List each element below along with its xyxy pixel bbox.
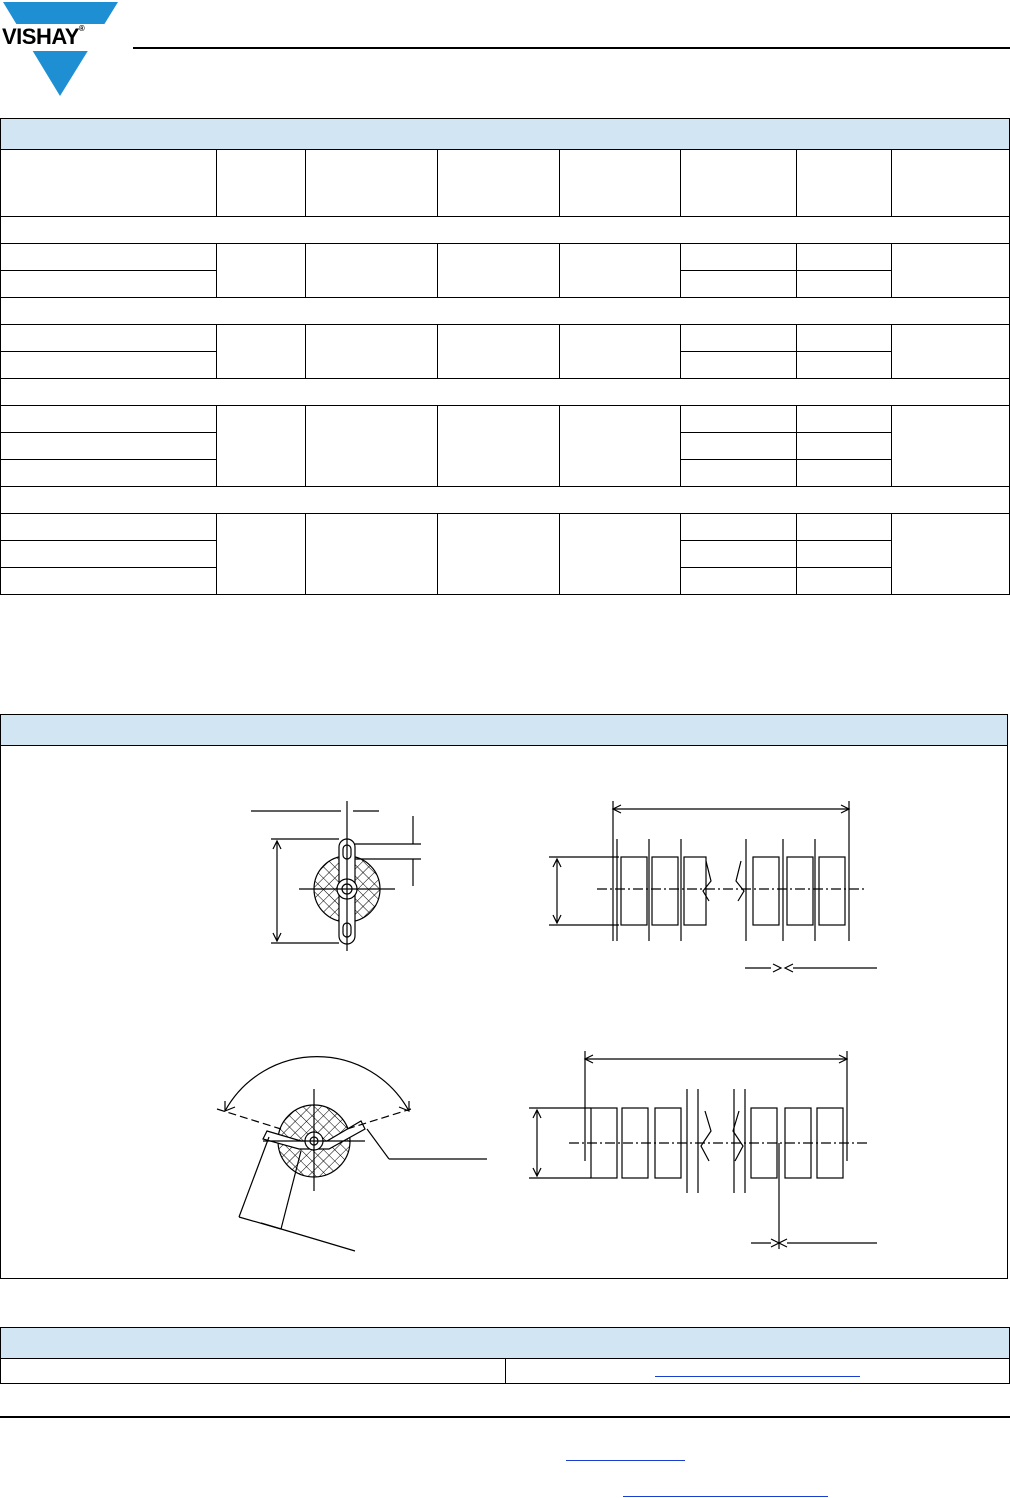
table-cell	[1, 514, 217, 541]
table-cell	[1, 1359, 506, 1384]
table-cell	[797, 271, 892, 298]
table-cell	[797, 514, 892, 541]
table-cell	[506, 1359, 1010, 1384]
dimension-drawings	[1, 746, 1007, 1278]
table-cell	[797, 244, 892, 271]
table-cell	[681, 568, 797, 595]
table-row	[1, 1359, 1010, 1384]
table-cell	[560, 244, 681, 298]
disc-end-view-radial-leads-icon	[251, 801, 421, 951]
disc-stack-side-view-angled-icon	[529, 1051, 877, 1249]
group-header-cell	[1, 298, 1010, 325]
table-cell	[797, 433, 892, 460]
table-cell	[797, 460, 892, 487]
table-cell	[797, 325, 892, 352]
table-cell	[892, 325, 1010, 379]
table-cell	[306, 325, 438, 379]
related-document-link[interactable]	[655, 1376, 860, 1377]
table-cell	[681, 541, 797, 568]
column-header-cell	[797, 150, 892, 217]
group-header-row	[1, 487, 1010, 514]
table-cell	[797, 568, 892, 595]
table-cell	[560, 514, 681, 595]
table-cell	[681, 325, 797, 352]
dimensions-panel	[0, 714, 1008, 1279]
table-cell	[306, 514, 438, 595]
table-row	[1, 514, 1010, 541]
header-rule	[133, 47, 1010, 49]
footer-rule	[0, 1416, 1010, 1418]
table-title-row	[1, 1328, 1010, 1359]
disc-stack-side-view-radial-icon	[549, 801, 877, 972]
table-cell	[217, 406, 306, 487]
column-header-cell	[681, 150, 797, 217]
column-header-cell	[217, 150, 306, 217]
table-cell	[1, 406, 217, 433]
column-header-cell	[1, 150, 217, 217]
column-header-cell	[306, 150, 438, 217]
footer-link[interactable]	[566, 1460, 685, 1461]
table-cell	[217, 514, 306, 595]
group-header-row	[1, 379, 1010, 406]
group-header-cell	[1, 217, 1010, 244]
table-title-cell	[1, 119, 1010, 150]
table-cell	[1, 541, 217, 568]
table-cell	[892, 244, 1010, 298]
table-row	[1, 406, 1010, 433]
table-cell	[681, 271, 797, 298]
ordering-table	[0, 118, 1010, 595]
table-cell	[1, 325, 217, 352]
table-cell	[306, 244, 438, 298]
footer-link[interactable]	[623, 1496, 828, 1497]
table-cell	[681, 460, 797, 487]
brand-name: VISHAY®	[2, 24, 85, 49]
table-cell	[797, 352, 892, 379]
table-cell	[1, 271, 217, 298]
table-cell	[681, 352, 797, 379]
table-cell	[1, 568, 217, 595]
table-cell	[438, 244, 560, 298]
table-cell	[892, 406, 1010, 487]
table-cell	[797, 406, 892, 433]
table-cell	[306, 406, 438, 487]
column-header-cell	[560, 150, 681, 217]
group-header-row	[1, 298, 1010, 325]
table-row	[1, 325, 1010, 352]
group-header-cell	[1, 379, 1010, 406]
table-cell	[1, 460, 217, 487]
table-cell	[438, 406, 560, 487]
column-header-cell	[892, 150, 1010, 217]
disc-end-view-angled-leads-icon	[217, 1057, 487, 1251]
table-cell	[681, 514, 797, 541]
table-cell	[217, 325, 306, 379]
table-row	[1, 244, 1010, 271]
column-header-row	[1, 150, 1010, 217]
group-header-cell	[1, 487, 1010, 514]
table-cell	[1, 352, 217, 379]
table-title-row	[1, 119, 1010, 150]
table-cell	[892, 514, 1010, 595]
table-cell	[1, 244, 217, 271]
dimensions-panel-header	[1, 715, 1007, 746]
column-header-cell	[438, 150, 560, 217]
table-cell	[1, 433, 217, 460]
table-cell	[438, 514, 560, 595]
table-cell	[438, 325, 560, 379]
registered-mark: ®	[78, 24, 85, 33]
table-title-cell	[1, 1328, 1010, 1359]
table-cell	[217, 244, 306, 298]
table-cell	[797, 541, 892, 568]
table-cell	[560, 406, 681, 487]
table-cell	[681, 244, 797, 271]
vishay-logo	[0, 0, 120, 98]
group-header-row	[1, 217, 1010, 244]
table-cell	[681, 433, 797, 460]
table-cell	[681, 406, 797, 433]
table-cell	[560, 325, 681, 379]
